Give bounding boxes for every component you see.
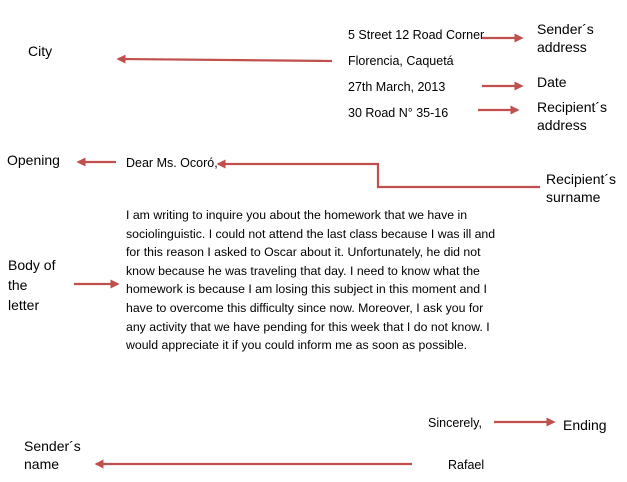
- salutation: Dear Ms. Ocoró,: [126, 156, 218, 170]
- label-body-of-letter: Body of the letter: [8, 257, 56, 313]
- label-recipients-address: Recipient´s address: [537, 99, 608, 133]
- body-line: have to overcome this difficulty since now. Moreover, I ask you for: [126, 300, 484, 315]
- label-senders-address: Sender´s address: [537, 21, 594, 55]
- label-city: City: [28, 43, 53, 59]
- body-line: know because he was traveling that day. I need to know what the: [126, 263, 480, 278]
- label-ending: Ending: [563, 417, 607, 433]
- body-line: homework is because I am losing this subject in this moment and I: [126, 282, 487, 297]
- recipient-address: 30 Road N° 35-16: [348, 106, 449, 120]
- letter-date: 27th March, 2013: [348, 80, 446, 94]
- label-date: Date: [537, 74, 567, 90]
- closing: Sincerely,: [428, 416, 482, 430]
- arrow-recipients-surname: [218, 164, 540, 187]
- city-line: Florencia, Caquetá: [348, 54, 454, 68]
- arrow-city: [118, 59, 332, 61]
- body-line: I am writing to inquire you about the homework that we have in: [126, 208, 468, 222]
- label-opening: Opening: [7, 152, 60, 168]
- body-line: any activity that we have pending for this week that I do not know. I: [126, 319, 490, 334]
- signature: Rafael: [448, 458, 485, 472]
- sender-address-line: 5 Street 12 Road Corner: [348, 28, 485, 42]
- label-senders-name: Sender´s name: [24, 438, 81, 472]
- body-line: would appreciate it if you could inform me as soon as possible.: [126, 338, 468, 353]
- body-line: for this reason I asked to Oscar about it. Unfortunately, he did not: [126, 245, 481, 260]
- body-line: sociolinguistic. I could not attend the last class because I was ill and: [126, 226, 496, 241]
- label-recipients-surname: Recipient´s surname: [546, 171, 617, 205]
